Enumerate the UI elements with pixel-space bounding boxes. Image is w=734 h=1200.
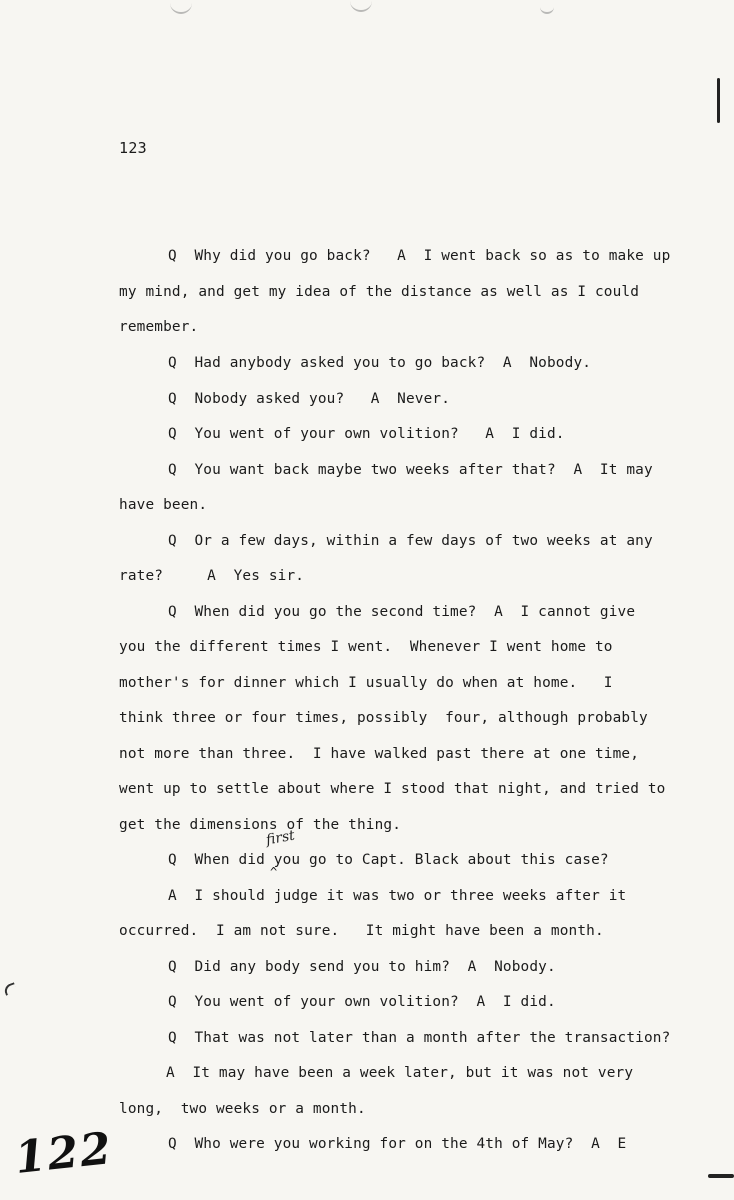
transcript-line: Q When did you go to Capt. Black about this case? — [168, 852, 609, 868]
transcript-line: went up to settle about where I stood that night, and tried to — [119, 781, 666, 797]
transcript-line: Q You went of your own volition? A I did. — [168, 994, 556, 1010]
transcript-line: Q That was not later than a month after the transaction? — [168, 1030, 671, 1046]
handwritten-page-number: 122 — [12, 1123, 116, 1184]
transcript-line: you the different times I went. Whenever I went home to — [119, 639, 613, 655]
page-number: 123 — [119, 139, 147, 157]
transcript-line: Q Nobody asked you? A Never. — [168, 391, 451, 407]
transcript-line: Q Who were you working for on the 4th of May? A E — [168, 1136, 627, 1152]
transcript-line: rate? A Yes sir. — [119, 568, 305, 584]
edge-mark — [717, 78, 720, 123]
transcript-line: Q When did you go the second time? A I cannot give — [168, 604, 636, 620]
transcript-line: Q Why did you go back? A I went back so as to make up — [168, 248, 671, 264]
transcript-line: occurred. I am not sure. It might have been a month. — [119, 923, 604, 939]
transcript-line: Q You want back maybe two weeks after that? A It may — [168, 462, 653, 478]
transcript-line: Q Or a few days, within a few days of two weeks at any — [168, 533, 653, 549]
transcript-line: remember. — [119, 319, 199, 335]
punch-hole-mark — [170, 2, 192, 14]
handwritten-insertion: first — [264, 827, 297, 849]
transcript-line: A It may have been a week later, but it was not very — [166, 1065, 634, 1081]
transcript-line: long, two weeks or a month. — [119, 1101, 366, 1117]
insertion-caret: ^ — [270, 865, 278, 879]
transcript-line: mother's for dinner which I usually do when at home. I — [119, 675, 613, 691]
margin-mark — [3, 982, 18, 996]
punch-hole-mark — [540, 4, 554, 14]
transcript-line: not more than three. I have walked past there at one time, — [119, 746, 640, 762]
transcript-line: get the dimensions of the thing. — [119, 817, 402, 833]
transcript-line: Q Had anybody asked you to go back? A Nobody. — [168, 355, 592, 371]
transcript-line: my mind, and get my idea of the distance as well as I could — [119, 284, 640, 300]
edge-mark — [708, 1174, 734, 1178]
punch-hole-mark — [350, 0, 372, 12]
transcript-line: A I should judge it was two or three weeks after it — [168, 888, 627, 904]
transcript-line: Q You went of your own volition? A I did. — [168, 426, 565, 442]
transcript-line: think three or four times, possibly four, although probably — [119, 710, 648, 726]
transcript-line: Q Did any body send you to him? A Nobody. — [168, 959, 556, 975]
transcript-line: have been. — [119, 497, 208, 513]
